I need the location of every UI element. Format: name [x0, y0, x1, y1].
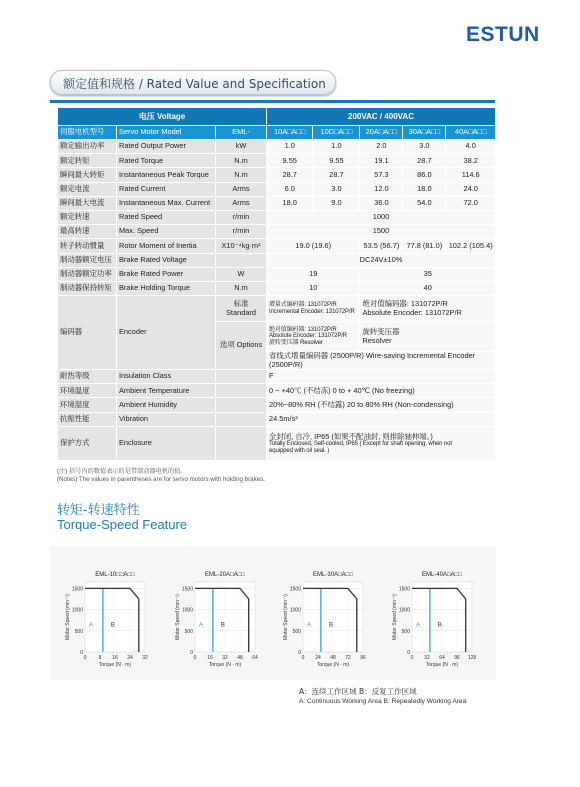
- row-unit: Arms: [216, 196, 267, 210]
- brand-logo: ESTUN: [466, 23, 540, 46]
- row-unit: X10⁻⁴kg·m²: [216, 239, 267, 253]
- value-cell: 4.0: [446, 140, 496, 154]
- value-cell: 28.7: [313, 168, 360, 182]
- row-label-en: Enclosure: [117, 426, 216, 460]
- y-tick-label: 1500: [71, 586, 83, 593]
- value-cell: [267, 426, 496, 460]
- value-cell: 53.5 (56.7): [360, 239, 403, 253]
- model-cell: 40A□A□□: [446, 126, 496, 140]
- note-zh: (注) 括号内的数值表示的是带制动器电机的值。: [57, 468, 187, 475]
- row-label-zh: 耐热等级: [58, 370, 117, 384]
- row-label-en: Max. Speed: [117, 225, 216, 239]
- x-tick-label: 0: [83, 655, 87, 661]
- row-unit: r/min: [216, 225, 267, 239]
- encoder-text: 绝对值编码器: 131072P/R: [269, 327, 337, 334]
- table-row: [58, 239, 496, 253]
- encoder-text: 旋转变压器: [362, 327, 400, 337]
- row-unit: [216, 384, 267, 398]
- value-cell: 54.0: [403, 196, 446, 210]
- y-tick-label: 0: [407, 650, 410, 656]
- encoder-text: 绝对值编码器: 131072P/R: [362, 299, 448, 309]
- row-label-zh: 额定电流: [58, 182, 117, 196]
- encoder-std-absolute: [360, 296, 496, 322]
- x-tick-label: 24: [127, 655, 133, 661]
- row-label-zh: 制动器额定功率: [58, 267, 117, 281]
- section-title: 额定值和规格 / Rated Value and Specification: [63, 77, 326, 91]
- y-tick-label: 1500: [398, 586, 410, 593]
- row-label-en: Brake Rated Voltage: [117, 253, 216, 267]
- value-cell: 19.0 (19.6): [267, 239, 360, 253]
- value-cell: 9.55: [313, 154, 360, 168]
- row-unit: N.m: [216, 281, 267, 295]
- row-label-zh: 瞬间最大转矩: [58, 168, 117, 182]
- x-tick-label: 64: [439, 655, 445, 661]
- voltage-value: 200VAC / 400VAC: [267, 108, 496, 126]
- value-cell: 3.0: [403, 140, 446, 154]
- table-row: [58, 398, 496, 412]
- row-unit: N.m: [216, 168, 267, 182]
- row-label-en: Insulation Class: [117, 370, 216, 384]
- table-row: [58, 426, 496, 460]
- x-tick-label: 48: [330, 655, 336, 661]
- value-cell: 18.0: [403, 182, 446, 196]
- row-label-en: Rated Torque: [117, 154, 216, 168]
- chart-title: EML-30A□A□□: [313, 572, 353, 578]
- legend-zh: A：连续工作区域 B：反复工作区域: [299, 687, 417, 696]
- row-unit: Arms: [216, 182, 267, 196]
- encoder-text: Absolute Encoder: 131072P/R: [362, 307, 462, 317]
- x-tick-label: 72: [345, 655, 351, 661]
- row-label-zh: 环境温度: [58, 384, 117, 398]
- value-cell: 9.55: [267, 154, 313, 168]
- region-a-label: A: [416, 622, 421, 629]
- value-cell: 3.0: [313, 182, 360, 196]
- value-cell: DC24V±10%: [267, 253, 496, 267]
- value-cell: 18.0: [267, 196, 313, 210]
- row-label-en: Encoder: [117, 296, 216, 370]
- value-cell: 28.7: [403, 154, 446, 168]
- x-axis-label: Torque (N · m): [316, 662, 350, 668]
- row-label-zh: 制动器保持转矩: [58, 281, 117, 295]
- y-tick-label: 0: [298, 650, 301, 656]
- row-unit: kW: [216, 140, 267, 154]
- encoder-text: Absolute Encoder: 131072P/R: [269, 333, 348, 340]
- row-label-en: Servo Motor Model: [117, 126, 216, 140]
- voltage-label: 电压 Voltage: [58, 108, 267, 126]
- encoder-standard-label: 标准 Standard: [216, 296, 267, 322]
- table-row: [58, 281, 496, 295]
- y-tick-label: 500: [74, 628, 83, 635]
- encoder-text: 增量式编码器: 131072P/R: [269, 302, 337, 309]
- value-cell: 36.0: [360, 196, 403, 210]
- section2-title-zh: 转矩-转速特性: [57, 503, 140, 518]
- encoder-opt-resolver: [360, 322, 496, 352]
- row-label-zh: 保护方式: [58, 426, 117, 460]
- chart-title: EML-20A□A□□: [205, 572, 245, 578]
- value-cell: 1000: [267, 210, 496, 224]
- x-axis-label: Torque (N · m): [208, 662, 242, 668]
- table-row: [58, 225, 496, 239]
- value-cell: 1500: [267, 225, 496, 239]
- value-cell: 77.8 (81.0): [403, 239, 446, 253]
- y-axis-label: Motor Speed (min⁻¹): [392, 594, 398, 640]
- value-cell: 72.0: [446, 196, 496, 210]
- row-label-en: Brake Holding Torque: [117, 281, 216, 295]
- row-label-zh: 环境湿度: [58, 398, 117, 412]
- chart-title: EML-40A□A□□: [422, 572, 462, 578]
- region-a-label: A: [307, 622, 312, 629]
- encoder-options-label: 选项 Options: [216, 322, 267, 370]
- row-label-zh: 最高转速: [58, 225, 117, 239]
- y-axis-label: Motor Speed (min⁻¹): [283, 594, 289, 640]
- section2-title-en: Torque-Speed Feature: [57, 517, 188, 532]
- row-label-zh: 额定转速: [58, 210, 117, 224]
- region-b-label: B: [328, 622, 333, 629]
- y-tick-label: 500: [184, 628, 193, 635]
- region-b-label: B: [110, 622, 115, 629]
- y-tick-label: 500: [292, 628, 301, 635]
- row-label-zh: 转子转动惯量: [58, 239, 117, 253]
- value-cell: 38.2: [446, 154, 496, 168]
- row-unit: [216, 370, 267, 384]
- model-row: [58, 126, 496, 140]
- value-cell: 9.0: [313, 196, 360, 210]
- y-tick-label: 500: [401, 628, 410, 635]
- table-row: [58, 196, 496, 210]
- encoder-text: 旋转变压器 Resolver: [269, 339, 323, 346]
- row-unit: [216, 253, 267, 267]
- encoder-opt-absolute: [267, 322, 360, 352]
- row-label-zh: 伺服电机型号: [58, 126, 117, 140]
- value-cell: 40: [360, 281, 496, 295]
- value-cell: 1.0: [267, 140, 313, 154]
- x-tick-label: 96: [454, 655, 460, 661]
- section-rule: [50, 100, 495, 103]
- table-row-encoder-standard: [58, 296, 496, 322]
- charts-svg: [50, 546, 496, 680]
- row-unit: [216, 398, 267, 412]
- row-label-zh: 额定转矩: [58, 154, 117, 168]
- row-label-en: Rated Current: [117, 182, 216, 196]
- row-label-zh: 抗振性能: [58, 412, 117, 426]
- model-cell: 10D□A□□: [313, 126, 360, 140]
- model-cell: 20A□A□□: [360, 126, 403, 140]
- row-label-en: Brake Rated Power: [117, 267, 216, 281]
- x-tick-label: 16: [112, 655, 118, 661]
- y-tick-label: 0: [80, 650, 83, 656]
- value-cell: 19: [267, 267, 360, 281]
- row-label-en: Rotor Moment of Inertia: [117, 239, 216, 253]
- row-label-en: Rated Speed: [117, 210, 216, 224]
- note-en: (Notes) The values in parentheses are for servo motors with holding brakes.: [57, 476, 265, 484]
- value-cell: F: [267, 370, 496, 384]
- value-cell: 10: [267, 281, 360, 295]
- x-tick-label: 48: [237, 655, 243, 661]
- value-cell: 20%~80% RH (不结露) 20 to 80% RH (Non-condensing): [267, 398, 496, 412]
- table-row: [58, 140, 496, 154]
- table-row: [58, 210, 496, 224]
- row-unit: r/min: [216, 210, 267, 224]
- value-cell: 6.0: [267, 182, 313, 196]
- y-axis-label: Motor Speed (min⁻¹): [175, 594, 181, 640]
- x-tick-label: 32: [222, 655, 228, 661]
- value-cell: 102.2 (105.4): [446, 239, 496, 253]
- model-cell: 10A□A□□: [267, 126, 313, 140]
- x-tick-label: 8: [98, 655, 102, 661]
- row-label-en: Instantaneous Max. Current: [117, 196, 216, 210]
- table-notes: [57, 468, 265, 485]
- value-cell: 2.0: [360, 140, 403, 154]
- x-tick-label: 32: [424, 655, 430, 661]
- x-tick-label: 96: [360, 655, 366, 661]
- y-tick-label: 1500: [289, 586, 301, 593]
- table-row: [58, 168, 496, 182]
- row-unit: [216, 426, 267, 460]
- voltage-row: [58, 108, 496, 126]
- table-row: [58, 370, 496, 384]
- row-label-zh: 编码器: [58, 296, 117, 370]
- torque-speed-charts: [50, 546, 496, 680]
- value-cell: 0 ~ +40℃ (不结冻) 0 to + 40℃ (No freezing): [267, 384, 496, 398]
- value-cell: 86.0: [403, 168, 446, 182]
- region-a-label: A: [89, 622, 94, 629]
- table-row: [58, 253, 496, 267]
- value-cell: 57.3: [360, 168, 403, 182]
- value-cell: 12.0: [360, 182, 403, 196]
- y-tick-label: 1500: [181, 586, 193, 593]
- row-unit: EML-: [216, 126, 267, 140]
- encoder-opt-wire: 省线式增量编码器 (2500P/R) Wire-saving Incremental Encoder (2500P/R): [267, 352, 496, 370]
- encoder-text: Incremental Encoder: 131072P/R: [269, 308, 355, 315]
- y-tick-label: 1000: [181, 607, 193, 614]
- x-tick-label: 0: [410, 655, 414, 661]
- row-label-en: Instantaneous Peak Torque: [117, 168, 216, 182]
- row-unit: W: [216, 267, 267, 281]
- enclosure-line: 全封闭, 自冷, IP65 (如果不配油封, 则排除轴伸端。): [269, 431, 433, 441]
- enclosure-line: equipped with oil seal. ): [269, 447, 330, 454]
- row-label-zh: 瞬间最大电流: [58, 196, 117, 210]
- x-tick-label: 32: [142, 655, 148, 661]
- value-cell: 19.1: [360, 154, 403, 168]
- spec-table: [57, 107, 496, 461]
- encoder-text: Resolver: [362, 335, 392, 345]
- value-cell: 24.5m/s²: [267, 412, 496, 426]
- x-axis-label: Torque (N · m): [98, 662, 132, 668]
- x-tick-label: 24: [315, 655, 321, 661]
- row-label-zh: 额定输出功率: [58, 140, 117, 154]
- table-row: [58, 267, 496, 281]
- y-tick-label: 0: [190, 650, 193, 656]
- row-unit: [216, 412, 267, 426]
- y-axis-label: Motor Speed (min⁻¹): [65, 594, 71, 640]
- y-tick-label: 1000: [289, 607, 301, 614]
- table-row: [58, 412, 496, 426]
- row-label-zh: 制动器额定电压: [58, 253, 117, 267]
- table-row: [58, 384, 496, 398]
- row-label-en: Ambient Temperature: [117, 384, 216, 398]
- region-a-label: A: [199, 622, 204, 629]
- x-tick-label: 16: [207, 655, 213, 661]
- x-tick-label: 128: [467, 655, 477, 661]
- y-tick-label: 1000: [398, 607, 410, 614]
- row-label-en: Ambient Humidity: [117, 398, 216, 412]
- value-cell: 1.0: [313, 140, 360, 154]
- row-unit: N.m: [216, 154, 267, 168]
- row-label-en: Vibration: [117, 412, 216, 426]
- row-label-en: Rated Output Power: [117, 140, 216, 154]
- value-cell: 114.6: [446, 168, 496, 182]
- region-b-label: B: [220, 622, 225, 629]
- x-tick-label: 64: [252, 655, 258, 661]
- enclosure-line: Totally Enclosed, Self-cooled, IP65 ( Except for shaft opening, when not: [269, 441, 452, 448]
- value-cell: 24.0: [446, 182, 496, 196]
- x-axis-label: Torque (N · m): [425, 662, 459, 668]
- value-cell: 35: [360, 267, 496, 281]
- chart-title: EML-10□□A□□: [95, 572, 135, 578]
- table-row: [58, 182, 496, 196]
- x-tick-label: 0: [301, 655, 305, 661]
- y-tick-label: 1000: [71, 607, 83, 614]
- value-cell: 28.7: [267, 168, 313, 182]
- legend-en: A: Continuous Working Area B: Repeatedly Working Area: [299, 698, 467, 705]
- encoder-std-incremental: [267, 296, 360, 322]
- region-b-label: B: [437, 622, 442, 629]
- x-tick-label: 0: [193, 655, 197, 661]
- model-cell: 30A□A□□: [403, 126, 446, 140]
- table-row: [58, 154, 496, 168]
